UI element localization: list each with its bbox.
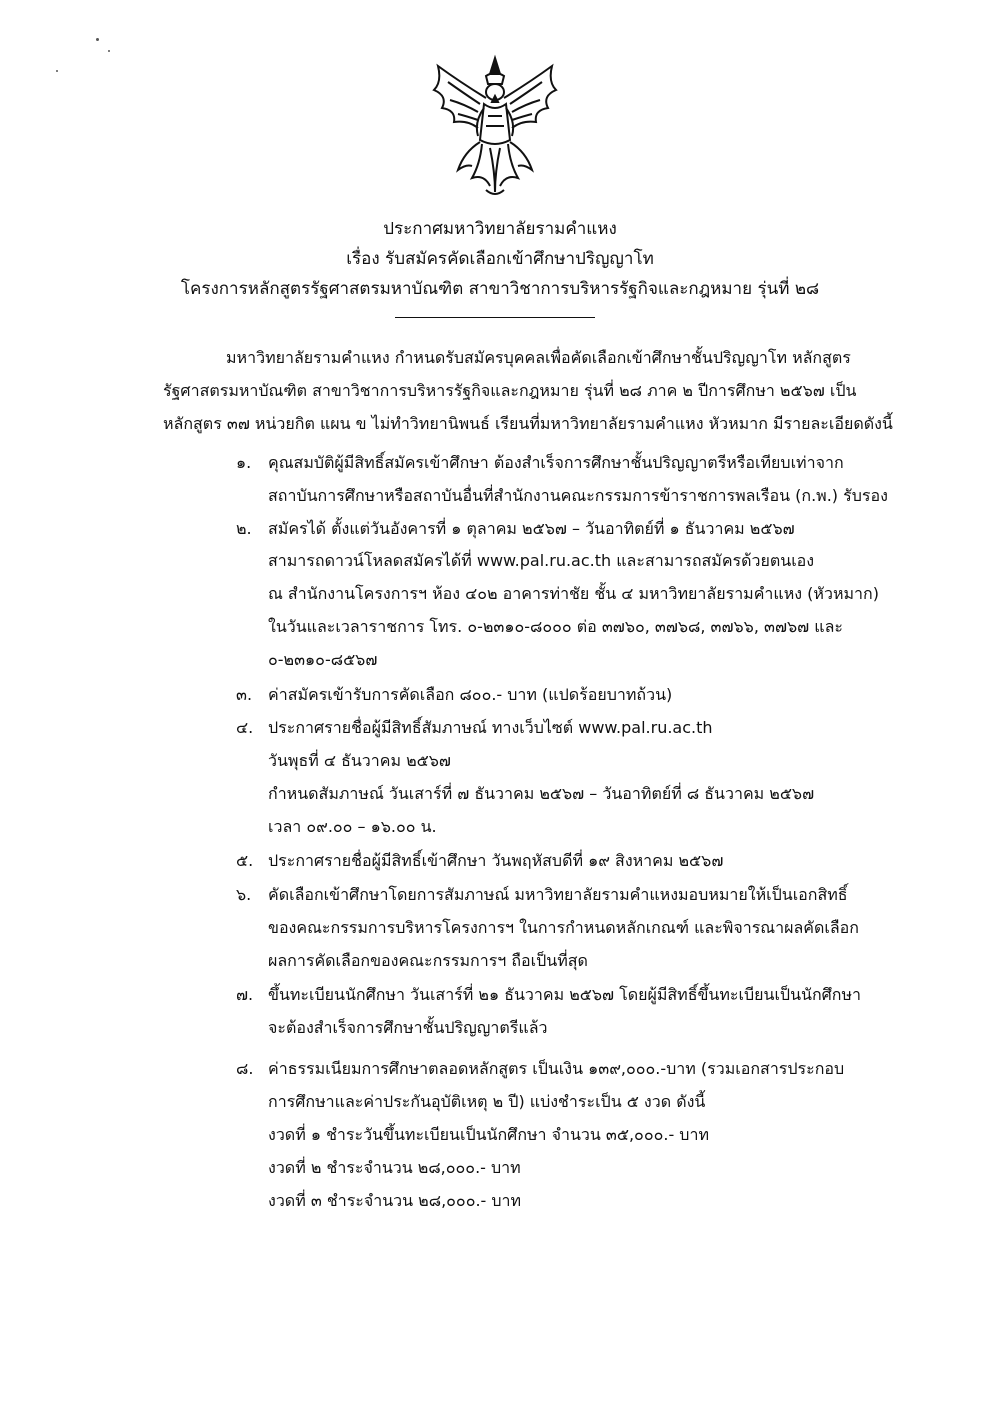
item-line: งวดที่ ๑ ชำระวันขึ้นทะเบียนเป็นนักศึกษา จำนวน ๓๕,๐๐๐.- บาท bbox=[268, 1125, 709, 1144]
item-number: ๒. bbox=[236, 519, 252, 538]
intro-line: หลักสูตร ๓๗ หน่วยกิต แผน ข ไม่ทำวิทยานิพนธ์ เรียนที่มหาวิทยาลัยรามคำแหง หัวหมาก มีรายละเอียดดังนี้ bbox=[163, 414, 893, 433]
scan-speck bbox=[108, 50, 110, 52]
garuda-emblem-icon bbox=[420, 52, 570, 202]
item-line: เวลา ๐๙.๐๐ – ๑๖.๐๐ น. bbox=[268, 817, 437, 836]
item-number: ๑. bbox=[236, 453, 252, 472]
item-line: ผลการคัดเลือกของคณะกรรมการฯ ถือเป็นที่สุด bbox=[268, 951, 588, 970]
item-number: ๔. bbox=[236, 718, 254, 737]
announcement-program: โครงการหลักสูตรรัฐศาสตรมหาบัณฑิต สาขาวิชาการบริหารรัฐกิจและกฎหมาย รุ่นที่ ๒๘ bbox=[180, 279, 820, 299]
item-line: จะต้องสำเร็จการศึกษาชั้นปริญญาตรีแล้ว bbox=[268, 1018, 548, 1037]
item-line: ค่าธรรมเนียมการศึกษาตลอดหลักสูตร เป็นเงิน ๑๓๙,๐๐๐.-บาท (รวมเอกสารประกอบ bbox=[268, 1059, 845, 1078]
item-line: งวดที่ ๓ ชำระจำนวน ๒๘,๐๐๐.- บาท bbox=[268, 1191, 522, 1210]
item-line: สามารถดาวน์โหลดสมัครได้ที่ www.pal.ru.ac.th และสามารถสมัครด้วยตนเอง bbox=[268, 551, 815, 570]
announcement-title: ประกาศมหาวิทยาลัยรามคำแหง bbox=[383, 219, 617, 239]
item-line: กำหนดสัมภาษณ์ วันเสาร์ที่ ๗ ธันวาคม ๒๕๖๗ – วันอาทิตย์ที่ ๘ ธันวาคม ๒๕๖๗ bbox=[268, 784, 815, 803]
item-number: ๗. bbox=[236, 985, 254, 1004]
item-number: ๖. bbox=[236, 885, 252, 904]
scan-speck bbox=[96, 38, 99, 41]
item-line: ประกาศรายชื่อผู้มีสิทธิ์เข้าศึกษา วันพฤหัสบดีที่ ๑๙ สิงหาคม ๒๕๖๗ bbox=[268, 851, 724, 870]
item-line: ขึ้นทะเบียนนักศึกษา วันเสาร์ที่ ๒๑ ธันวาคม ๒๕๖๗ โดยผู้มีสิทธิ์ขึ้นทะเบียนเป็นนักศึกษา bbox=[268, 985, 862, 1004]
item-line: ๐-๒๓๑๐-๘๕๖๗ bbox=[268, 650, 378, 669]
item-line: ค่าสมัครเข้ารับการคัดเลือก ๘๐๐.- บาท (แปดร้อยบาทถ้วน) bbox=[268, 685, 673, 704]
intro-line: มหาวิทยาลัยรามคำแหง กำหนดรับสมัครบุคคลเพื่อคัดเลือกเข้าศึกษาชั้นปริญญาโท หลักสูตร bbox=[226, 348, 851, 367]
item-line: ในวันและเวลาราชการ โทร. ๐-๒๓๑๐-๘๐๐๐ ต่อ ๓๗๖๐, ๓๗๖๘, ๓๗๖๖, ๓๗๖๗ และ bbox=[268, 617, 843, 636]
item-number: ๕. bbox=[236, 851, 254, 870]
item-line: ณ สำนักงานโครงการฯ ห้อง ๔๐๒ อาคารท่าชัย ชั้น ๔ มหาวิทยาลัยรามคำแหง (หัวหมาก) bbox=[268, 584, 879, 603]
intro-line: รัฐศาสตรมหาบัณฑิต สาขาวิชาการบริหารรัฐกิจและกฎหมาย รุ่นที่ ๒๘ ภาค ๒ ปีการศึกษา ๒๕๖๗ เป็น bbox=[163, 381, 857, 400]
item-line: งวดที่ ๒ ชำระจำนวน ๒๘,๐๐๐.- บาท bbox=[268, 1158, 521, 1177]
item-number: ๓. bbox=[236, 685, 253, 704]
item-number: ๘. bbox=[236, 1059, 254, 1078]
scan-speck bbox=[56, 70, 58, 72]
item-line: การศึกษาและค่าประกันอุบัติเหตุ ๒ ปี) แบ่งชำระเป็น ๕ งวด ดังนี้ bbox=[268, 1092, 706, 1111]
item-line: สถาบันการศึกษาหรือสถาบันอื่นที่สำนักงานคณะกรรมการข้าราชการพลเรือน (ก.พ.) รับรอง bbox=[268, 486, 888, 505]
header-divider bbox=[395, 317, 595, 318]
item-line: สมัครได้ ตั้งแต่วันอังคารที่ ๑ ตุลาคม ๒๕๖๗ – วันอาทิตย์ที่ ๑ ธันวาคม ๒๕๖๗ bbox=[268, 519, 795, 538]
item-line: ประกาศรายชื่อผู้มีสิทธิ์สัมภาษณ์ ทางเว็บไซต์ www.pal.ru.ac.th bbox=[268, 718, 713, 737]
item-line: วันพุธที่ ๔ ธันวาคม ๒๕๖๗ bbox=[268, 751, 451, 770]
item-line: คัดเลือกเข้าศึกษาโดยการสัมภาษณ์ มหาวิทยาลัยรามคำแหงมอบหมายให้เป็นเอกสิทธิ์ bbox=[268, 885, 848, 904]
item-line: ของคณะกรรมการบริหารโครงการฯ ในการกำหนดหลักเกณฑ์ และพิจารณาผลคัดเลือก bbox=[268, 918, 859, 937]
announcement-subject: เรื่อง รับสมัครคัดเลือกเข้าศึกษาปริญญาโท bbox=[346, 249, 654, 269]
item-line: คุณสมบัติผู้มีสิทธิ์สมัครเข้าศึกษา ต้องสำเร็จการศึกษาชั้นปริญญาตรีหรือเทียบเท่าจาก bbox=[268, 453, 844, 472]
